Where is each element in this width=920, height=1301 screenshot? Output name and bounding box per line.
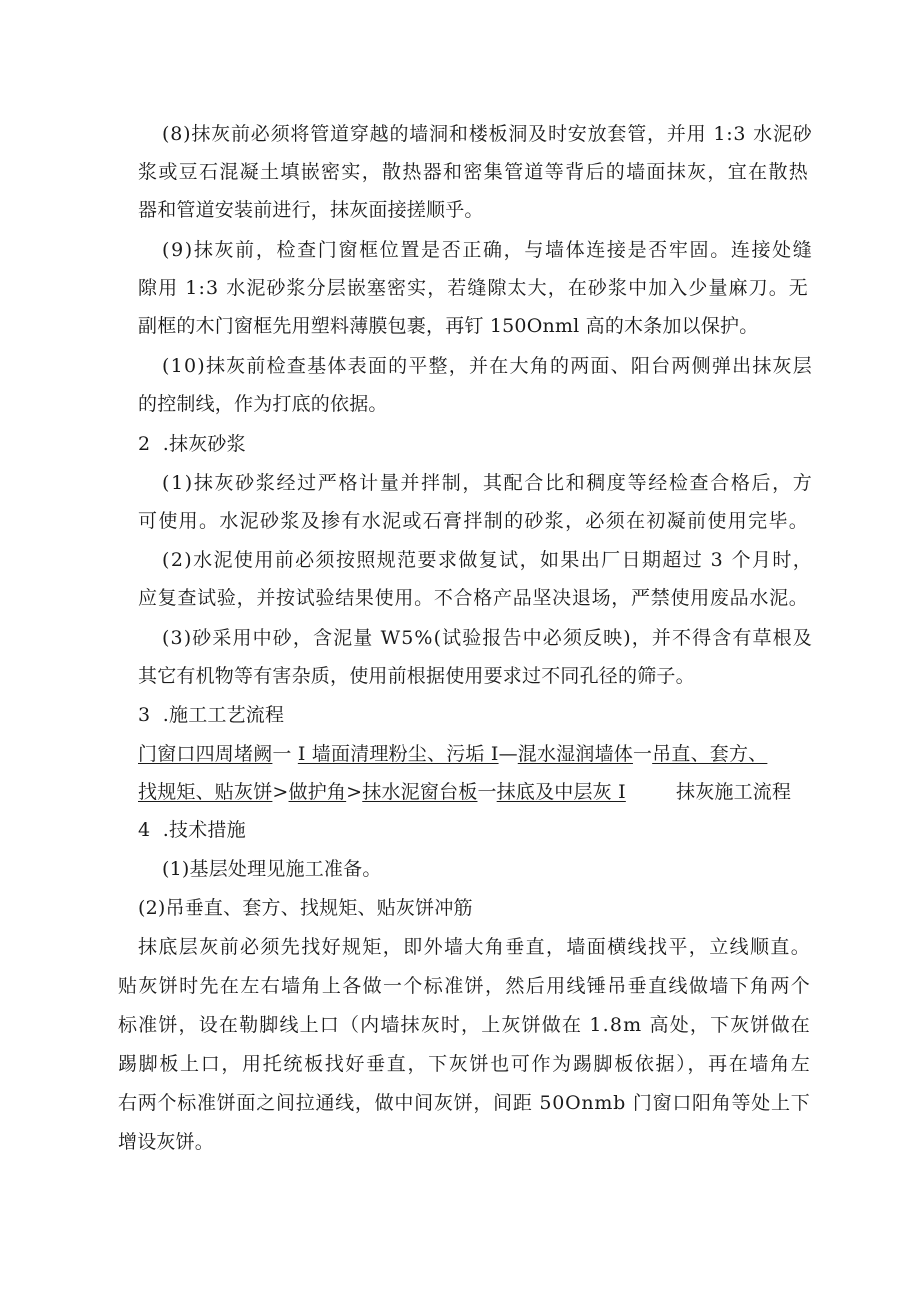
mortar-item-2-line-2: 应复查试验，并按试验结果使用。不合格产品坚决退场，严禁使用废品水泥。 [138, 587, 809, 609]
para-10-line-1: (10)抹灰前检查基体表面的平整，并在大角的两面、阳台两侧弹出抹灰层 [162, 355, 814, 377]
flow-step-corner-guard: 做护角 [288, 781, 347, 803]
para-8-line-3: 器和管道安装前进行，抹灰面接搓顺乎。 [138, 199, 484, 221]
mortar-item-2-line-1: (2)水泥使用前必须按照规范要求做复试，如果出厂日期超过 3 个月时， [162, 549, 814, 571]
flow-step-sill-board: 抹水泥窗台板 [362, 781, 478, 803]
process-flow-line-1 [138, 742, 767, 766]
flow-arrow: 一 [272, 743, 298, 765]
flow-arrow: — [498, 743, 518, 765]
flow-step-wet-wall: 混水湿润墙体 [517, 743, 633, 765]
para-10-line-2: 的控制线，作为打底的依据。 [138, 393, 388, 415]
technique-body-line-4: 踢脚板上口，用托统板找好垂直，下灰饼也可作为踢脚板依据），再在墙角左 [118, 1053, 812, 1075]
technique-item-1: (1)基层处理见施工准备。 [162, 858, 382, 880]
flow-step-plumb-square: 吊直、套方、 [652, 743, 768, 765]
para-8-line-1: (8)抹灰前必须将管道穿越的墙洞和楼板洞及时安放套管，并用 1:3 水泥砂 [162, 123, 813, 145]
flow-arrow: 一 [632, 743, 653, 765]
mortar-item-1-line-1: (1)抹灰砂浆经过严格计量并拌制，其配合比和稠度等经检查合格后，方 [162, 472, 814, 494]
flow-arrow: > [346, 781, 363, 803]
para-9-line-2: 隙用 1:3 水泥砂浆分层嵌塞密实，若缝隙太大，在砂浆中加入少量麻刀。无 [138, 277, 809, 299]
flow-step-seal-openings: 门窗口四周堵阙 [138, 743, 273, 765]
mortar-item-3-line-2: 其它有机物等有害杂质，使用前根据使用要求过不同孔径的筛子。 [138, 665, 695, 687]
para-8-line-2: 浆或豆石混凝土填嵌密实，散热器和密集管道等背后的墙面抹灰，宜在散热 [138, 161, 810, 183]
technique-body-line-3: 标准饼，设在勒脚线上口（内墙抹灰时，上灰饼做在 1.8m 高处，下灰饼做在 [118, 1014, 811, 1036]
technique-body-line-6: 增设灰饼。 [118, 1131, 215, 1153]
para-9-line-3: 副框的木门窗框先用塑料薄膜包裹，再钉 150Onml 高的木条加以保护。 [138, 315, 759, 337]
technique-item-2-title: (2)吊垂直、套方、找规矩、贴灰饼冲筋 [138, 897, 473, 919]
section-heading-2: 2 .抹灰砂浆 [138, 433, 246, 455]
flow-step-base-coat: 抹底及中层灰 I [496, 781, 626, 803]
technique-body-line-2: 贴灰饼时先在左右墙角上各做一个标准饼，然后用线锤吊垂直线做墙下角两个 [118, 975, 812, 997]
process-flow-line-2 [138, 780, 626, 804]
section-heading-3: 3 .施工工艺流程 [138, 704, 285, 726]
flow-arrow: > [272, 781, 289, 803]
flow-arrow: 一 [477, 781, 497, 803]
mortar-item-1-line-2: 可使用。水泥砂浆及掺有水泥或石膏拌制的砂浆，必须在初凝前使用完毕。 [138, 510, 810, 532]
mortar-item-3-line-1: (3)砂采用中砂，含泥量 W5%(试验报告中必须反映)，并不得含有草根及 [162, 627, 813, 649]
para-9-line-1: (9)抹灰前，检查门窗框位置是否正确，与墙体连接是否牢固。连接处缝 [162, 239, 814, 261]
process-flow-caption: 抹灰施工流程 [676, 781, 792, 803]
technique-body-line-5: 右两个标准饼面之间拉通线，做中间灰饼，间距 50Onmb 门窗口阳角等处上下 [118, 1092, 811, 1114]
technique-body-line-1: 抹底层灰前必须先找好规矩，即外墙大角垂直，墙面横线找平，立线顺直。 [138, 936, 812, 958]
flow-step-mark-pads: 找规矩、贴灰饼 [138, 781, 273, 803]
section-heading-4: 4 .技术措施 [138, 819, 246, 841]
flow-step-clean-wall: I 墙面清理粉尘、污垢 I [297, 743, 499, 765]
